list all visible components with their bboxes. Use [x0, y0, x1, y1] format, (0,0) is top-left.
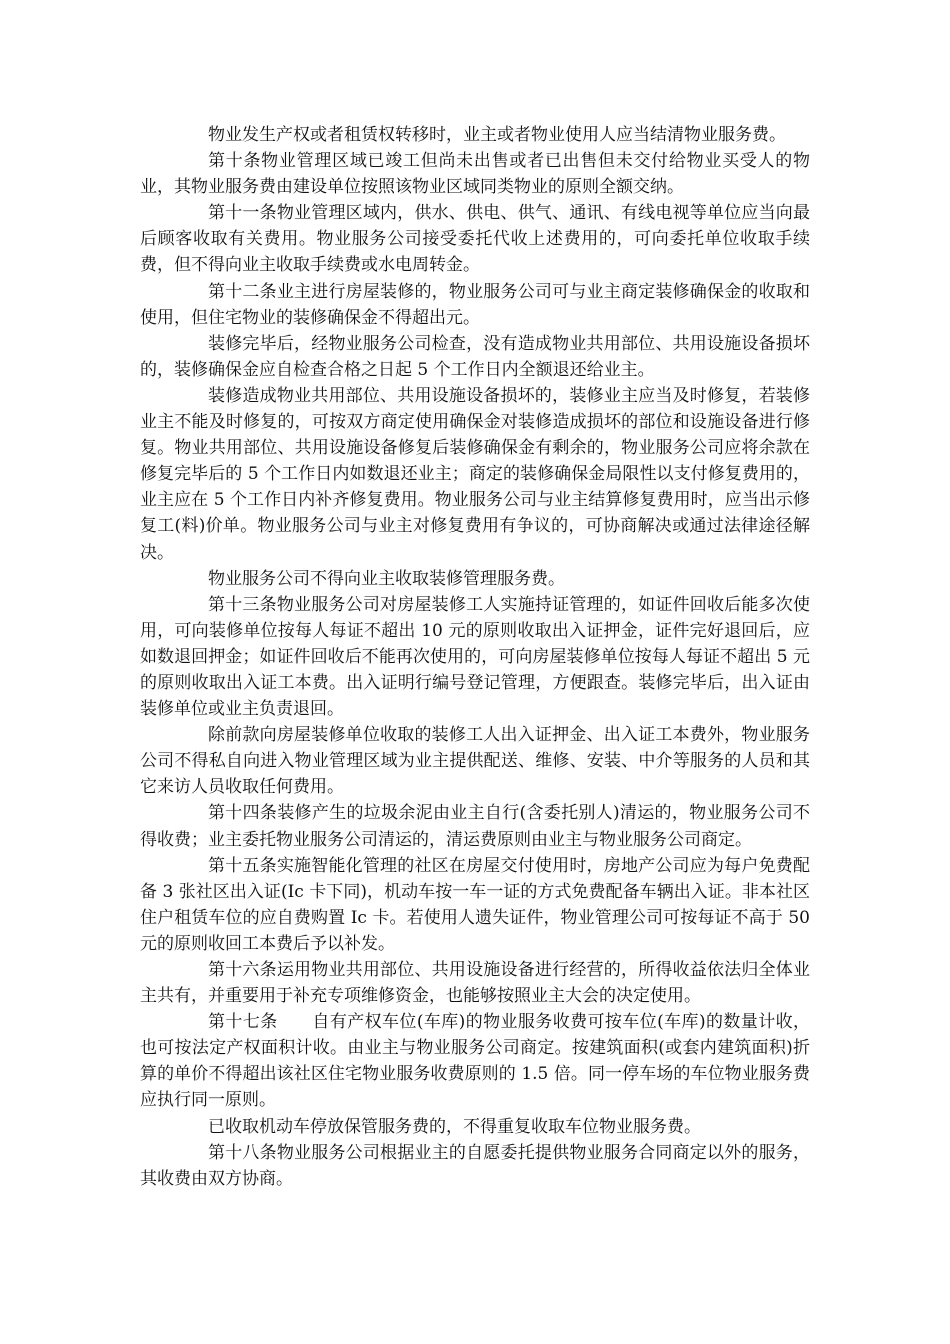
document-page: [140, 122, 816, 1192]
paragraph-no-management-fee: 物业服务公司不得向业主收取装修管理服务费。: [208, 568, 565, 589]
paragraph-damage-repair: 装修造成物业共用部位、共用设施设备损坏的，装修业主应当及时修复，若装修业主不能及时修复的，可按双方商定使用确保金对装修造成损坏的部位和设施设备进行修复。物业共用部位、共用设施设备修复后装修确保金有剩余的，物业服务公司应将余款在修复完毕后的 5 个工作日内如数退还业主；商定的装修确保金局限性以支付修复费用的，业主应在 5 个工作日内补齐修复费用。物业服务公司与业主结算修复费用时，应当出示修复工(料)价单。物业服务公司与业主对修复费用有争议的，可协商解决或通过法律途径解决。: [140, 385, 810, 563]
paragraph-article-17: 第十七条 自有产权车位(车库)的物业服务收费可按车位(车库)的数量计收，也可按法定产权面积计收。由业主与物业服务公司商定。按建筑面积(或套内建筑面积)折算的单价不得超出该社区住宅物业服务收费原则的 1.5 倍。同一停车场的车位物业服务费应执行同一原则。: [140, 1012, 810, 1111]
paragraph-article-18: 第十八条物业服务公司根据业主的自愿委托提供物业服务合同商定以外的服务，其收费由双方协商。: [140, 1142, 810, 1189]
paragraph-article-11: 第十一条物业管理区域内，供水、供电、供气、通讯、有线电视等单位应当向最后顾客收取有关费用。物业服务公司接受委托代收上述费用的，可向委托单位收取手续费，但不得向业主收取手续费或水电周转金。: [140, 203, 810, 276]
paragraph-deposit-refund: 装修完毕后，经物业服务公司检查，没有造成物业共用部位、共用设施设备损坏的，装修确保金应自检查合格之日起 5 个工作日内全额退还给业主。: [140, 333, 810, 380]
paragraph-article-14: 第十四条装修产生的垃圾余泥由业主自行(含委托别人)清运的，物业服务公司不得收费；业主委托物业服务公司清运的，清运费原则由业主与物业服务公司商定。: [140, 803, 810, 850]
paragraph-property-transfer: 物业发生产权或者租赁权转移时，业主或者物业使用人应当结清物业服务费。: [208, 125, 786, 145]
paragraph-no-other-charges: 除前款向房屋装修单位收取的装修工人出入证押金、出入证工本费外，物业服务公司不得私自向进入物业管理区域为业主提供配送、维修、安装、中介等服务的人员和其它来访人员收取任何费用。: [140, 725, 810, 798]
paragraph-article-12: 第十二条业主进行房屋装修的，物业服务公司可与业主商定装修确保金的收取和使用，但住宅物业的装修确保金不得超出元。: [140, 281, 810, 328]
paragraph-article-13: 第十三条物业服务公司对房屋装修工人实施持证管理的，如证件回收后能多次使用，可向装修单位按每人每证不超出 10 元的原则收取出入证押金，证件完好退回后，应如数退回押金；如证件回收后不能再次使用的，可向房屋装修单位按每人每证不超出 5 元的原则收取出入证工本费。出入证明行编号登记管理，方便跟查。装修完毕后，出入证由装修单位或业主负责退回。: [140, 594, 810, 720]
paragraph-no-duplicate-fee: 已收取机动车停放保管服务费的，不得重复收取车位物业服务费。: [208, 1116, 701, 1137]
paragraph-article-16: 第十六条运用物业共用部位、共用设施设备进行经营的，所得收益依法归全体业主共有，并重要用于补充专项维修资金，也能够按照业主大会的决定使用。: [140, 960, 810, 1007]
paragraph-article-15: 第十五条实施智能化管理的社区在房屋交付使用时，房地产公司应为每户免费配备 3 张社区出入证(Ic 卡下同)，机动车按一车一证的方式免费配备车辆出入证。非本社区住户租赁车位的应自费购置 Ic 卡。若使用人遗失证件，物业管理公司可按每证不高于 50 元的原则收回工本费后予以补发。: [140, 855, 816, 954]
paragraph-article-10: 第十条物业管理区域已竣工但尚未出售或者已出售但未交付给物业买受人的物业，其物业服务费由建设单位按照该物业区域同类物业的原则全额交纳。: [140, 151, 810, 198]
